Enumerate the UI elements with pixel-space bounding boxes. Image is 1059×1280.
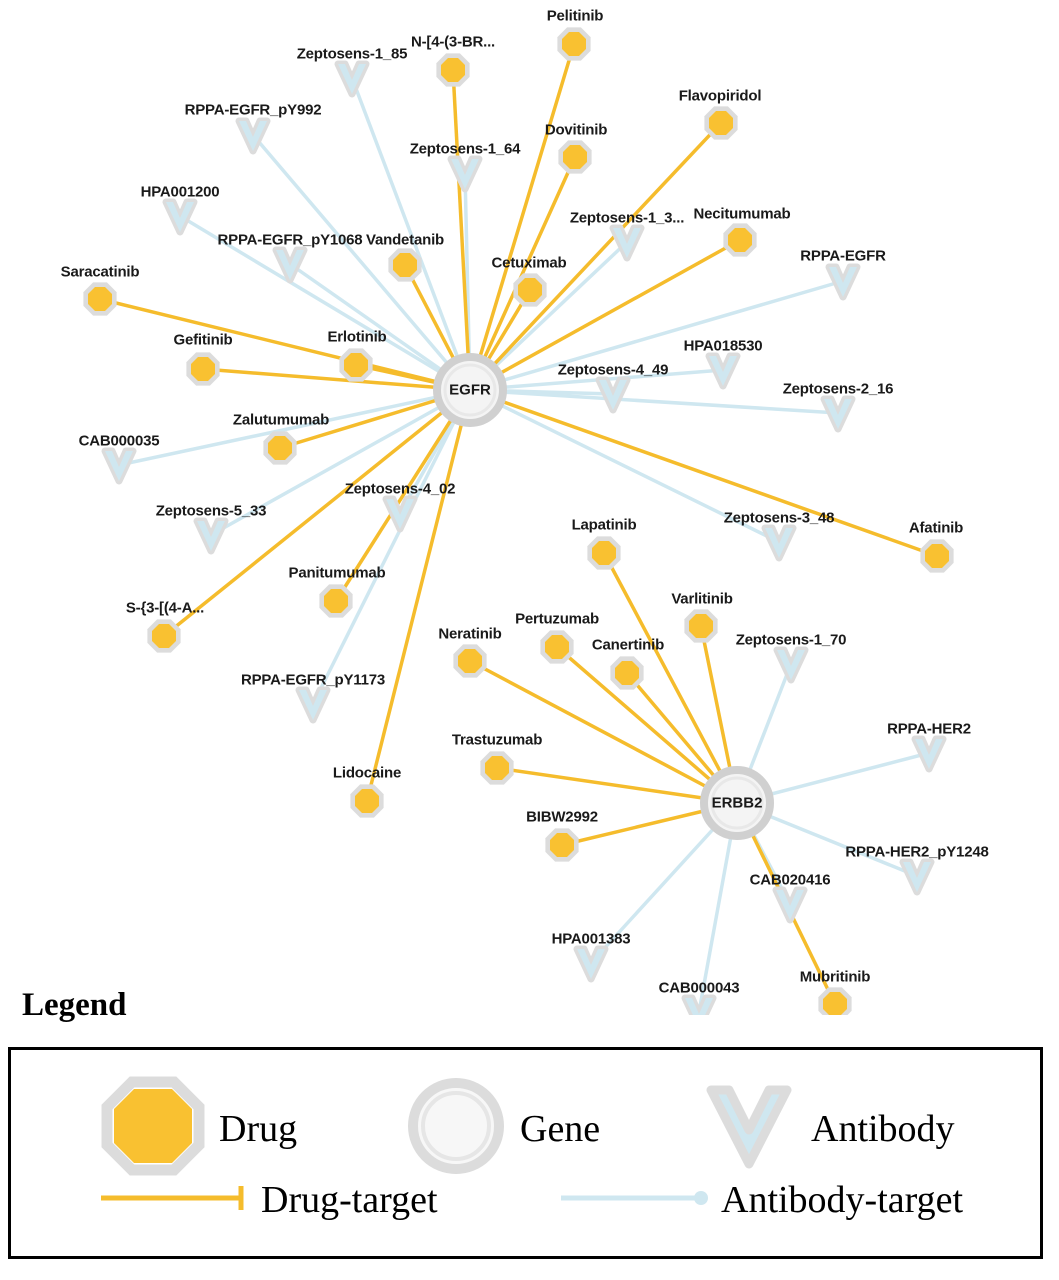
antibody-node[interactable] <box>777 650 805 680</box>
antibody-vee-icon <box>701 1076 797 1181</box>
drug-label: Lidocaine <box>332 764 402 782</box>
legend-edge-row <box>11 1178 1040 1248</box>
drug-node[interactable] <box>453 644 486 677</box>
drug-node[interactable] <box>319 584 352 617</box>
drug-label: Zalutumumab <box>232 411 330 429</box>
antibody-node[interactable] <box>105 451 133 481</box>
drug-octagon-icon <box>728 228 752 252</box>
antibody-target-edge-icon <box>561 1181 711 1220</box>
antibody-label: CAB000035 <box>78 432 160 450</box>
drug-node[interactable] <box>557 27 590 60</box>
drug-label: Varlitinib <box>671 590 733 608</box>
legend-item-antibody <box>701 1076 955 1181</box>
antibody-label: RPPA-EGFR <box>800 247 886 265</box>
antibody-node[interactable] <box>197 521 225 551</box>
drug-node[interactable] <box>147 619 180 652</box>
legend-title: Legend <box>22 987 127 1023</box>
drug-node[interactable] <box>920 539 953 572</box>
drug-octagon-icon <box>324 589 348 613</box>
drug-label: Saracatinib <box>60 263 140 281</box>
drug-label: Pertuzumab <box>515 610 599 628</box>
drug-target-edge <box>470 390 937 556</box>
drug-octagon-icon <box>441 58 465 82</box>
drug-node[interactable] <box>480 751 513 784</box>
drug-target-edge-icon <box>101 1181 251 1220</box>
legend-item-drug <box>101 1076 297 1181</box>
antibody-node[interactable] <box>903 862 931 892</box>
antibody-node[interactable] <box>824 399 852 429</box>
gene-label-erbb2: ERBB2 <box>711 794 763 812</box>
antibody-label: Zeptosens-1_85 <box>296 45 408 63</box>
drug-label: Vandetanib <box>365 231 445 249</box>
drug-label: Panitumumab <box>288 564 386 582</box>
legend-box <box>8 1047 1043 1259</box>
drug-label: Lapatinib <box>571 516 637 534</box>
antibody-node[interactable] <box>915 739 943 769</box>
antibody-label: HPA018530 <box>683 337 763 355</box>
antibody-target-edge <box>313 390 470 704</box>
antibody-label: Zeptosens-1_70 <box>735 631 847 649</box>
antibody-label: Zeptosens-3_48 <box>723 509 835 527</box>
drug-target-edge <box>470 44 574 390</box>
drug-label: S-{3-[(4-A... <box>125 599 205 617</box>
drug-octagon-icon <box>518 278 542 302</box>
drug-octagon-icon <box>562 32 586 56</box>
drug-node[interactable] <box>513 273 546 306</box>
drug-label: Trastuzumab <box>451 731 543 749</box>
drug-node[interactable] <box>186 352 219 385</box>
drug-label: N-[4-(3-BR... <box>410 33 496 51</box>
antibody-node[interactable] <box>338 64 366 94</box>
antibody-label: Zeptosens-1_3... <box>569 209 685 227</box>
antibody-node[interactable] <box>451 159 479 189</box>
antibody-label: Zeptosens-1_64 <box>409 140 521 158</box>
legend-label-gene: Gene <box>520 1107 601 1150</box>
drug-node[interactable] <box>610 656 643 689</box>
drug-node[interactable] <box>388 248 421 281</box>
legend-node-row <box>11 1068 1040 1173</box>
antibody-node[interactable] <box>829 267 857 297</box>
drug-label: Cetuximab <box>491 254 567 272</box>
drug-octagon-icon <box>592 541 616 565</box>
antibody-node[interactable] <box>386 499 414 529</box>
drug-node[interactable] <box>558 140 591 173</box>
drug-label: BIBW2992 <box>526 808 598 826</box>
drug-label: Dovitinib <box>544 121 608 139</box>
drug-node[interactable] <box>587 536 620 569</box>
antibody-node[interactable] <box>299 690 327 720</box>
legend-label-drug-target: Drug-target <box>261 1179 438 1221</box>
drug-node[interactable] <box>540 630 573 663</box>
drug-node[interactable] <box>83 282 116 315</box>
legend-label-drug: Drug <box>219 1107 298 1150</box>
legend <box>0 985 1059 1221</box>
legend-label-antibody: Antibody <box>811 1107 955 1150</box>
antibody-node[interactable] <box>577 949 605 979</box>
drug-octagon-icon <box>101 1076 205 1181</box>
drug-label: Afatinib <box>908 519 964 537</box>
drug-label: Pelitinib <box>546 7 604 25</box>
drug-octagon-icon <box>689 614 713 638</box>
antibody-label: CAB000043 <box>658 979 740 997</box>
drug-node[interactable] <box>723 223 756 256</box>
antibody-label: RPPA-EGFR_pY992 <box>184 101 322 119</box>
antibody-label: RPPA-EGFR_pY1068 <box>217 231 363 249</box>
legend-item-drug-target <box>101 1178 438 1222</box>
drug-label: Gefitinib <box>173 331 233 349</box>
drug-octagon-icon <box>709 111 733 135</box>
drug-octagon-icon <box>152 624 176 648</box>
drug-octagon-icon <box>550 833 574 857</box>
antibody-label: Zeptosens-5_33 <box>155 502 267 520</box>
legend-item-gene <box>406 1076 600 1181</box>
drug-octagon-icon <box>925 544 949 568</box>
antibody-label: RPPA-HER2_pY1248 <box>845 843 989 861</box>
drug-octagon-icon <box>268 436 292 460</box>
drug-octagon-icon <box>355 789 379 813</box>
drug-label: Flavopiridol <box>678 87 762 105</box>
drug-node[interactable] <box>263 431 296 464</box>
gene-label-egfr: EGFR <box>449 381 491 399</box>
antibody-label: CAB020416 <box>749 871 831 889</box>
antibody-label: RPPA-HER2 <box>887 720 971 738</box>
antibody-label: Zeptosens-4_49 <box>557 361 669 379</box>
drug-label: Necitumumab <box>693 205 791 223</box>
drug-octagon-icon <box>563 145 587 169</box>
drug-target-edge <box>470 157 575 390</box>
antibody-label: Zeptosens-4_02 <box>344 480 456 498</box>
drug-node[interactable] <box>339 348 372 381</box>
drug-octagon-icon <box>88 287 112 311</box>
drug-octagon-icon <box>191 357 215 381</box>
antibody-label: HPA001383 <box>551 930 631 948</box>
drug-octagon-icon <box>485 756 509 780</box>
drug-node[interactable] <box>704 106 737 139</box>
antibody-label: HPA001200 <box>140 183 220 201</box>
drug-node[interactable] <box>436 53 469 86</box>
drug-label: Mubritinib <box>799 968 871 986</box>
drug-label: Canertinib <box>591 636 665 654</box>
antibody-node[interactable] <box>776 890 804 920</box>
legend-item-antibody-target <box>561 1178 963 1222</box>
antibody-node[interactable] <box>709 356 737 386</box>
drug-node[interactable] <box>350 784 383 817</box>
drug-octagon-icon <box>615 661 639 685</box>
drug-label: Neratinib <box>438 625 502 643</box>
antibody-node[interactable] <box>765 528 793 558</box>
drug-octagon-icon <box>344 353 368 377</box>
drug-octagon-icon <box>545 635 569 659</box>
drug-octagon-icon <box>393 253 417 277</box>
gene-circle-icon <box>406 1076 506 1181</box>
antibody-node[interactable] <box>599 380 627 410</box>
drug-node[interactable] <box>684 609 717 642</box>
antibody-node[interactable] <box>166 202 194 232</box>
drug-node[interactable] <box>545 828 578 861</box>
drug-label: Erlotinib <box>327 328 387 346</box>
antibody-label: Zeptosens-2_16 <box>782 380 894 398</box>
antibody-label: RPPA-EGFR_pY1173 <box>240 671 386 689</box>
drug-octagon-icon <box>458 649 482 673</box>
legend-label-antibody-target: Antibody-target <box>721 1179 964 1221</box>
